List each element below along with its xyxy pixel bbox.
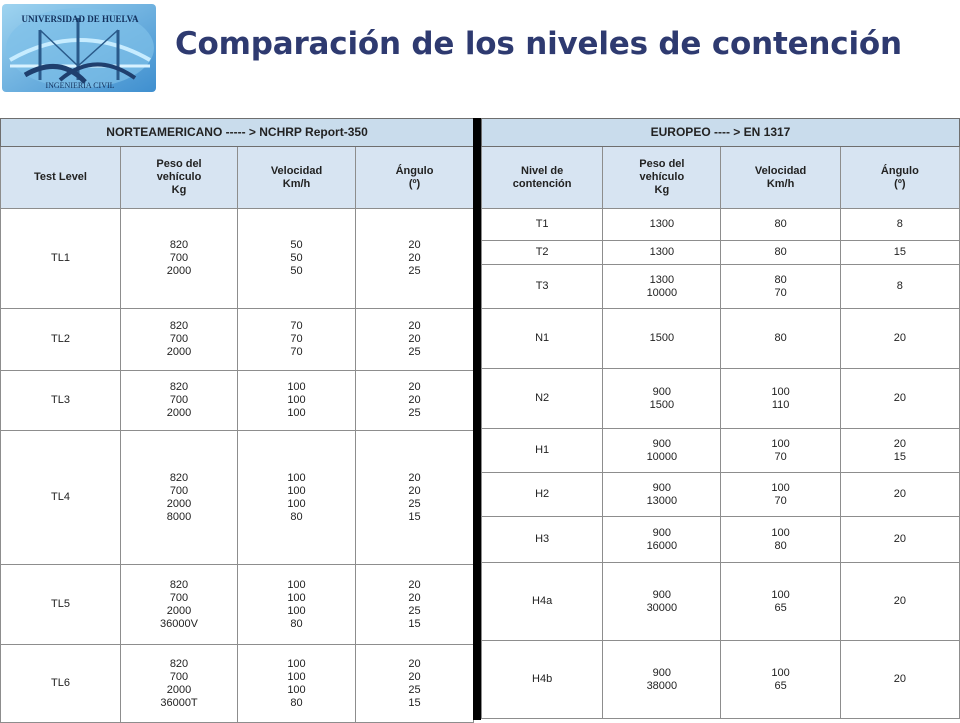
eu-cell-level: N2 <box>482 369 603 429</box>
eu-cell-weight: 1300 10000 <box>603 265 721 309</box>
eu-cell-angle: 20 <box>840 369 959 429</box>
na-cell-angle: 20 20 25 15 <box>356 645 474 723</box>
na-cell-level: TL4 <box>1 431 121 565</box>
eu-col-level: Nivel de contención <box>482 147 603 209</box>
eu-cell-angle: 20 <box>840 641 959 719</box>
european-table <box>481 118 960 720</box>
eu-cell-speed: 100 65 <box>721 563 840 641</box>
na-cell-angle: 20 20 25 15 <box>356 431 474 565</box>
eu-cell-level: H3 <box>482 517 603 563</box>
na-col-test-level: Test Level <box>1 147 121 209</box>
na-cell-weight: 820 700 2000 36000V <box>121 565 238 645</box>
na-cell-angle: 20 20 25 15 <box>356 565 474 645</box>
eu-cell-angle: 20 <box>840 473 959 517</box>
na-row-tl6 <box>1 645 474 723</box>
na-cell-angle: 20 20 25 <box>356 371 474 431</box>
eu-cell-speed: 80 <box>721 309 840 369</box>
na-row-tl1 <box>1 209 474 309</box>
eu-cell-weight: 900 16000 <box>603 517 721 563</box>
na-cell-level: TL1 <box>1 209 121 309</box>
eu-cell-weight: 900 1500 <box>603 369 721 429</box>
na-row-tl4 <box>1 431 474 565</box>
na-cell-speed: 70 70 70 <box>238 309 356 371</box>
eu-row-h2 <box>482 473 960 517</box>
comparison-tables <box>0 118 960 720</box>
eu-cell-weight: 900 13000 <box>603 473 721 517</box>
eu-cell-level: H1 <box>482 429 603 473</box>
eu-cell-angle: 8 <box>840 265 959 309</box>
na-cell-speed: 100 100 100 80 <box>238 645 356 723</box>
eu-cell-speed: 100 70 <box>721 429 840 473</box>
na-cell-speed: 100 100 100 80 <box>238 565 356 645</box>
na-cell-weight: 820 700 2000 <box>121 209 238 309</box>
na-cell-level: TL3 <box>1 371 121 431</box>
na-cell-weight: 820 700 2000 <box>121 309 238 371</box>
na-cell-speed: 100 100 100 <box>238 371 356 431</box>
eu-cell-angle: 15 <box>840 241 959 265</box>
eu-row-n1 <box>482 309 960 369</box>
table-divider <box>473 118 481 720</box>
eu-cell-angle: 20 <box>840 563 959 641</box>
eu-cell-angle: 8 <box>840 209 959 241</box>
north-american-table <box>0 118 473 720</box>
na-cell-level: TL2 <box>1 309 121 371</box>
eu-cell-level: T2 <box>482 241 603 265</box>
eu-cell-level: N1 <box>482 309 603 369</box>
eu-row-n2 <box>482 369 960 429</box>
eu-col-weight: Peso del vehículo Kg <box>603 147 721 209</box>
na-header: NORTEAMERICANO ----- > NCHRP Report-350 <box>1 119 474 147</box>
eu-cell-level: H2 <box>482 473 603 517</box>
eu-cell-angle: 20 <box>840 309 959 369</box>
eu-cell-weight: 900 38000 <box>603 641 721 719</box>
na-cell-angle: 20 20 25 <box>356 309 474 371</box>
eu-cell-speed: 100 65 <box>721 641 840 719</box>
eu-cell-weight: 1300 <box>603 209 721 241</box>
na-cell-speed: 50 50 50 <box>238 209 356 309</box>
na-row-tl5 <box>1 565 474 645</box>
eu-cell-angle: 20 <box>840 517 959 563</box>
na-row-tl2 <box>1 309 474 371</box>
eu-cell-weight: 900 10000 <box>603 429 721 473</box>
eu-cell-level: H4a <box>482 563 603 641</box>
eu-row-h4b <box>482 641 960 719</box>
eu-header: EUROPEO ---- > EN 1317 <box>482 119 960 147</box>
eu-row-h4a <box>482 563 960 641</box>
na-cell-level: TL5 <box>1 565 121 645</box>
eu-cell-speed: 80 <box>721 209 840 241</box>
eu-cell-speed: 100 70 <box>721 473 840 517</box>
eu-row-h3 <box>482 517 960 563</box>
eu-cell-weight: 1500 <box>603 309 721 369</box>
eu-col-speed: Velocidad Km/h <box>721 147 840 209</box>
eu-row-h1 <box>482 429 960 473</box>
eu-cell-level: T1 <box>482 209 603 241</box>
logo-bottom-text: INGENIERÍA CIVIL <box>45 81 115 90</box>
na-cell-level: TL6 <box>1 645 121 723</box>
eu-row-t3 <box>482 265 960 309</box>
na-col-speed: Velocidad Km/h <box>238 147 356 209</box>
na-col-angle: Ángulo (º) <box>356 147 474 209</box>
eu-cell-speed: 100 80 <box>721 517 840 563</box>
na-cell-weight: 820 700 2000 36000T <box>121 645 238 723</box>
eu-row-t2 <box>482 241 960 265</box>
eu-cell-level: T3 <box>482 265 603 309</box>
eu-cell-speed: 80 <box>721 241 840 265</box>
eu-cell-speed: 100 110 <box>721 369 840 429</box>
eu-cell-weight: 1300 <box>603 241 721 265</box>
na-cell-weight: 820 700 2000 8000 <box>121 431 238 565</box>
university-logo <box>0 0 162 96</box>
na-col-weight: Peso del vehículo Kg <box>121 147 238 209</box>
eu-col-angle: Ángulo (º) <box>840 147 959 209</box>
eu-cell-speed: 80 70 <box>721 265 840 309</box>
logo-top-text: UNIVERSIDAD DE HUELVA <box>21 14 139 24</box>
na-row-tl3 <box>1 371 474 431</box>
eu-cell-angle: 20 15 <box>840 429 959 473</box>
eu-cell-weight: 900 30000 <box>603 563 721 641</box>
na-cell-weight: 820 700 2000 <box>121 371 238 431</box>
page-title: Comparación de los niveles de contención <box>175 26 902 62</box>
na-cell-speed: 100 100 100 80 <box>238 431 356 565</box>
na-cell-angle: 20 20 25 <box>356 209 474 309</box>
eu-cell-level: H4b <box>482 641 603 719</box>
eu-row-t1 <box>482 209 960 241</box>
